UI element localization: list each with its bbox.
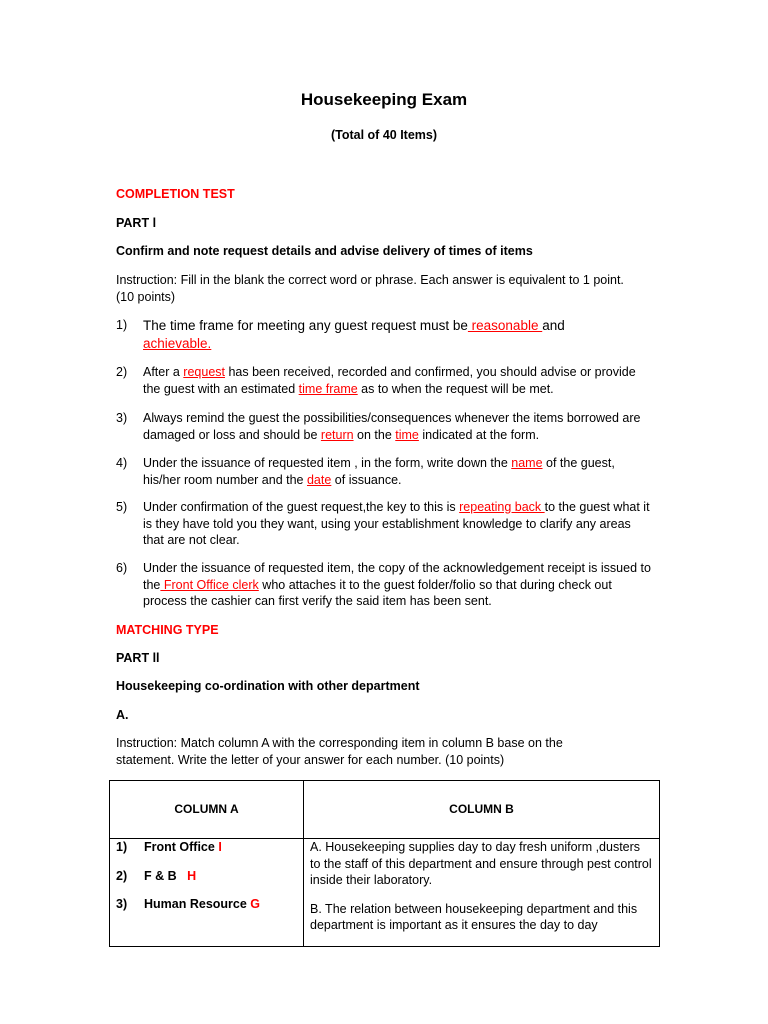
question-text-segment: Under confirmation of the guest request,the key to this is bbox=[143, 500, 460, 514]
part2-label: PART ll bbox=[116, 651, 160, 665]
question-text-segment: After a bbox=[143, 365, 184, 379]
item-label: F & B bbox=[144, 869, 177, 883]
question-2 bbox=[116, 364, 656, 397]
question-text-segment: of the guest, his/her room number and the bbox=[143, 456, 615, 487]
answer-blank: date bbox=[306, 472, 332, 487]
part2-instruction-line1: Instruction: Match column A with the corresponding item in column B base on the bbox=[116, 736, 563, 750]
question-text-segment: as to when the request will be met. bbox=[357, 381, 554, 396]
question-text-segment: Under the issuance of requested item, the copy of the acknowledgement receipt is issued to the bbox=[143, 561, 651, 592]
question-5 bbox=[116, 499, 656, 549]
column-b-item: B. The relation between housekeeping department and this department is important as it ensures the day to day bbox=[310, 901, 638, 932]
question-text bbox=[143, 410, 653, 443]
part2-heading: Housekeeping co-ordination with other department bbox=[116, 679, 420, 693]
item-answer: I bbox=[218, 840, 222, 854]
part1-heading: Confirm and note request details and advise delivery of times of items bbox=[116, 244, 533, 258]
question-6 bbox=[116, 560, 656, 610]
part1-label: PART l bbox=[116, 216, 157, 230]
question-text bbox=[143, 560, 653, 610]
question-4 bbox=[116, 455, 656, 488]
question-text-segment: Under the issuance of requested item , in the form, write down the bbox=[143, 456, 512, 470]
item-number: 3) bbox=[116, 897, 128, 911]
answer-blank: achievable. bbox=[143, 336, 212, 351]
question-text-segment: indicated at the form. bbox=[418, 427, 540, 442]
column-a-item bbox=[116, 896, 260, 913]
item-number: 2) bbox=[116, 869, 128, 883]
column-b-item: A. Housekeeping supplies day to day fresh uniform ,dusters to the staff of this department and ensure through pest control inside their laboratory. bbox=[310, 840, 652, 887]
question-number: 5) bbox=[116, 500, 128, 514]
item-label: Front Office bbox=[144, 840, 215, 854]
question-text bbox=[143, 364, 653, 397]
matching-type-label: MATCHING TYPE bbox=[116, 623, 219, 637]
question-text-segment: The time frame for meeting any guest request must be bbox=[143, 318, 468, 333]
completion-test-label: COMPLETION TEST bbox=[116, 187, 235, 201]
answer-blank: return bbox=[320, 427, 354, 442]
column-a-item bbox=[116, 839, 222, 856]
column-b-cell bbox=[304, 839, 660, 947]
question-3 bbox=[116, 410, 656, 443]
item-number: 1) bbox=[116, 840, 128, 854]
answer-blank: Front Office clerk bbox=[160, 577, 259, 592]
part1-instruction-line2: (10 points) bbox=[116, 289, 176, 304]
matching-table bbox=[109, 780, 660, 947]
answer-blank: name bbox=[511, 456, 543, 470]
question-text bbox=[143, 455, 653, 488]
column-a-cell bbox=[110, 839, 304, 947]
column-a-header: COLUMN A bbox=[110, 781, 304, 839]
page-title: Housekeeping Exam bbox=[300, 90, 468, 109]
question-number: 3) bbox=[116, 411, 128, 425]
item-label: Human Resource bbox=[144, 897, 247, 911]
part2-sub-label: A. bbox=[116, 708, 129, 722]
answer-blank: reasonable bbox=[467, 318, 543, 333]
question-number: 2) bbox=[116, 365, 128, 379]
question-text-segment: has been received, recorded and confirmed, you should advise or provide the guest with an estimated bbox=[143, 365, 636, 396]
answer-blank: time frame bbox=[298, 381, 358, 396]
answer-blank: repeating back bbox=[459, 500, 545, 514]
answer-blank: time bbox=[395, 427, 419, 442]
part2-instruction-line2: statement. Write the letter of your answer for each number. (10 points) bbox=[116, 752, 505, 767]
table-row bbox=[110, 839, 660, 947]
question-number: 4) bbox=[116, 456, 128, 470]
question-text bbox=[143, 317, 653, 353]
column-b-header: COLUMN B bbox=[304, 781, 660, 839]
question-1 bbox=[116, 317, 656, 353]
item-answer: H bbox=[187, 869, 197, 883]
item-answer: G bbox=[250, 897, 261, 911]
question-text-segment: who attaches it to the guest folder/folio so that during check out process the cashier can first verify the said item has been sent. bbox=[143, 577, 612, 608]
question-number: 1) bbox=[116, 318, 128, 332]
question-text-segment: Always remind the guest the possibilities/consequences whenever the items borrowed are damaged or loss and should be bbox=[143, 411, 641, 442]
table-header-row bbox=[110, 781, 660, 839]
answer-blank: request bbox=[183, 365, 225, 379]
question-text-segment: on the bbox=[353, 427, 396, 442]
part1-instruction bbox=[116, 272, 656, 305]
question-text-segment: of issuance. bbox=[331, 472, 402, 487]
question-number: 6) bbox=[116, 561, 128, 575]
column-a-item bbox=[116, 868, 196, 885]
part2-instruction bbox=[116, 735, 656, 768]
question-text-segment: and bbox=[542, 318, 565, 333]
page-subtitle: (Total of 40 Items) bbox=[330, 128, 438, 142]
question-text bbox=[143, 499, 653, 549]
question-text-segment: to the guest what it is they have told you they want, using your establishment knowledge to clarify any areas that are not clear. bbox=[143, 500, 650, 547]
part1-instruction-line1: Instruction: Fill in the blank the correct word or phrase. Each answer is equivalent to 1 point. bbox=[116, 273, 624, 287]
